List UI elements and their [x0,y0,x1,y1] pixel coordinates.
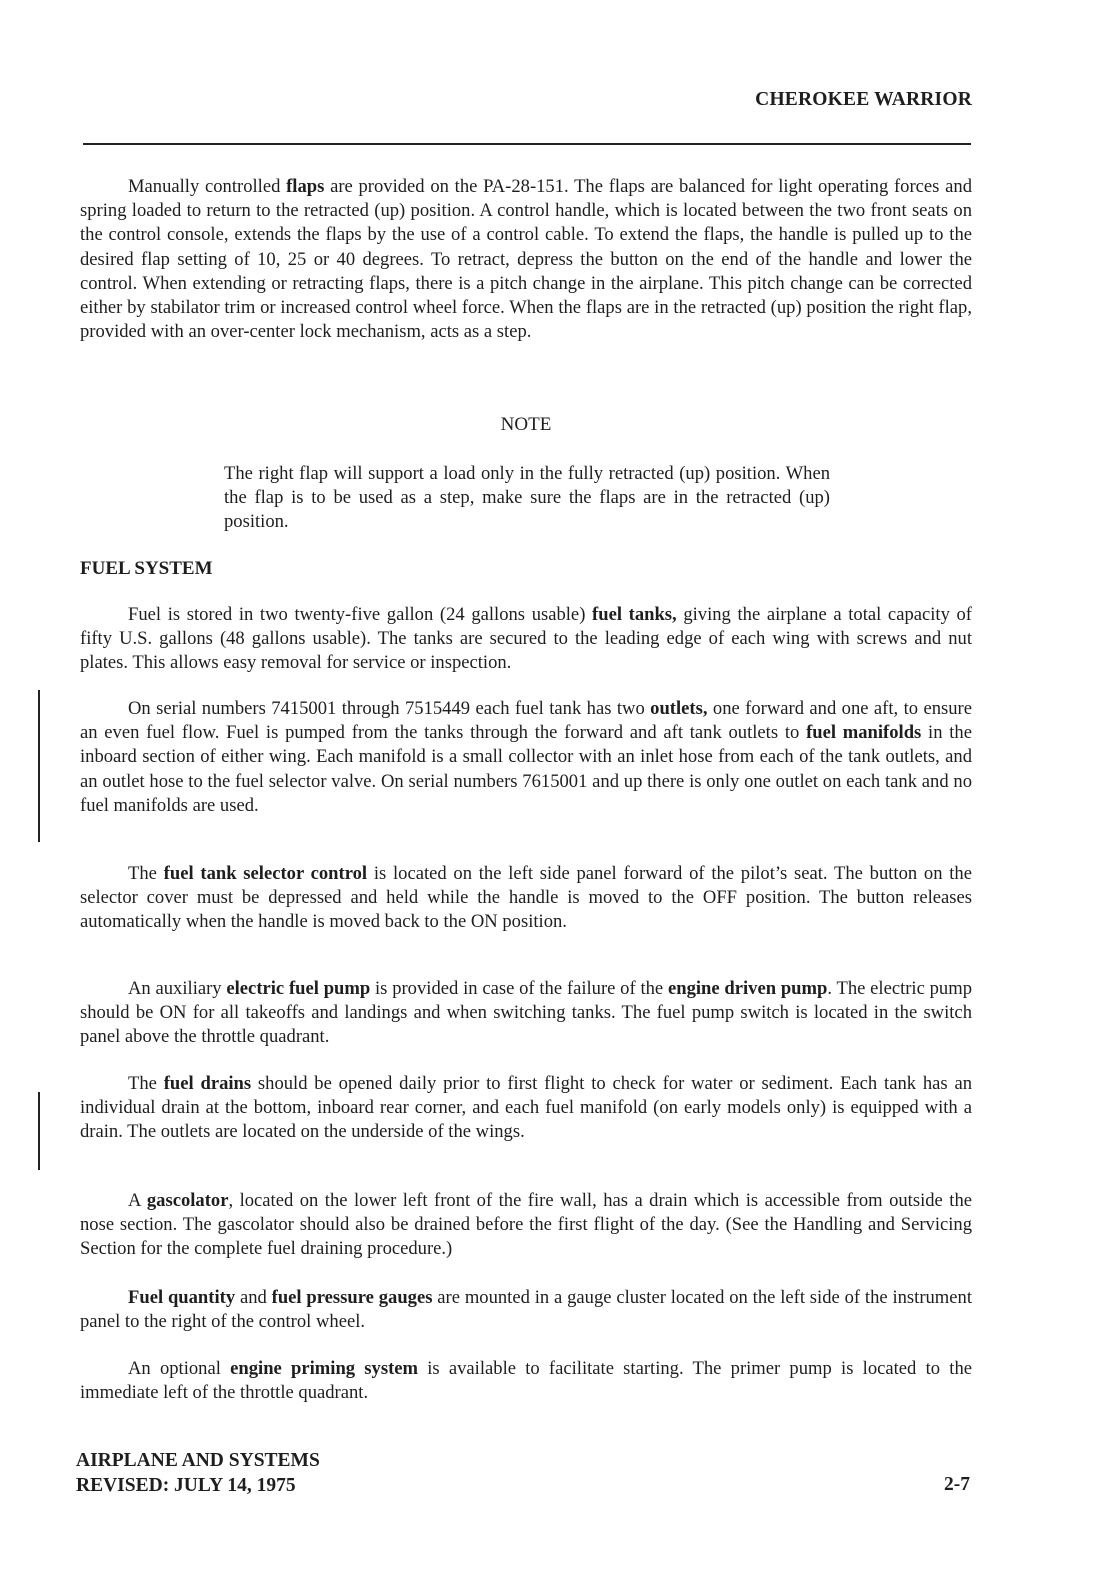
note-heading: NOTE [500,414,552,435]
text-run: are provided on the PA-28-151. The flaps are balanced for light operating forces and spring loaded to return to the retracted (up) position. A control handle, which is located between the two front seats on the control console, extends the flaps by the use of a control cable. To extend the flaps, the handle is pulled up to the desired flap setting of 10, 25 or 40 degrees. To retract, depress the button on the end of the handle and lower the control. When extending or retracting flaps, there is a pitch change in the airplane. This pitch change can be corrected either by stabilator trim or increased control wheel force. When the flaps are in the retracted (up) position the right flap, provided with an over-center lock mechanism, acts as a step. [80,176,972,343]
paragraph-selector-control [80,862,972,935]
footer-section-title: AIRPLANE AND SYSTEMS [76,1450,320,1471]
text-run: is available to facilitate starting. The primer pump is located to the immediate left of the throttle quadrant. [80,1358,972,1404]
paragraph-priming-system [80,1357,972,1405]
text-run: one forward and one aft, to ensure an even fuel flow. Fuel is pumped from the tanks through the forward and aft tank outlets to [80,698,972,744]
running-header-title: CHEROKEE WARRIOR [755,89,972,110]
text-run: is provided in case of the failure of the [370,978,668,999]
text-run: . The electric pump should be ON for all takeoffs and landings and when switching tanks. The fuel pump switch is located in the switch panel above the throttle quadrant. [80,978,972,1048]
bold-term: outlets, [650,698,708,719]
change-bar [38,1092,40,1170]
text-run: An auxiliary [128,978,227,999]
section-heading-fuel-system: FUEL SYSTEM [80,558,213,579]
bold-term: engine priming system [230,1358,419,1379]
paragraph-gascolator [80,1189,972,1262]
bold-term: electric fuel pump [226,978,371,999]
bold-term: fuel tank selector control [163,863,368,884]
text-run: The [128,1073,164,1094]
footer-section-info [76,1448,320,1498]
paragraph-electric-fuel-pump [80,977,972,1050]
text-run: should be opened daily prior to first flight to check for water or sediment. Each tank has an individual drain at the bottom, inboard rear corner, and each fuel manifold (on early models only) is equipped with a drain. The outlets are located on the underside of the wings. [80,1073,972,1143]
paragraph-fuel-drains [80,1072,972,1145]
bold-term: fuel pressure gauges [271,1287,433,1308]
bold-term: flaps [286,176,325,197]
header-rule [83,143,971,145]
bold-term: gascolator [146,1190,229,1211]
text-run: are mounted in a gauge cluster located on the left side of the instrument panel to the right of the control wheel. [80,1287,972,1333]
text-run: Fuel is stored in two twenty-five gallon (24 gallons usable) [128,604,593,625]
text-run: An optional [128,1358,231,1379]
text-run: A [128,1190,147,1211]
change-bar [38,690,40,842]
text-run: On serial numbers 7415001 through 7515449 each fuel tank has two [128,698,651,719]
text-run: and [235,1287,272,1308]
paragraph-fuel-tanks [80,603,972,676]
footer-revision-date: REVISED: JULY 14, 1975 [76,1475,296,1496]
text-run: , located on the lower left front of the fire wall, has a drain which is accessible from outside the nose section. The gascolator should also be drained before the first flight of the day. (See the Handling and Servicing Section for the complete fuel draining procedure.) [80,1190,972,1260]
text-run: The [128,863,164,884]
bold-term: fuel drains [163,1073,252,1094]
note-body: The right flap will support a load only in the fully retracted (up) position. When the flap is to be used as a step, make sure the flaps are in the retracted (up) position. [224,463,830,533]
bold-term: fuel manifolds [806,722,922,744]
text-run: in the inboard section of either wing. Each manifold is a small collector with an inlet hose from each of the tank outlets, and an outlet hose to the fuel selector valve. On serial numbers 7615001 and up there is only one outlet on each tank and no fuel manifolds are used. [80,722,972,816]
text-run: Manually controlled [128,176,287,197]
bold-term: fuel tanks, [592,604,677,625]
page-number: 2-7 [944,1474,970,1495]
text-run: giving the airplane a total capacity of fifty U.S. gallons (48 gallons usable). The tanks are secured to the leading edge of each wing with screws and nut plates. This allows easy removal for service or inspection. [80,604,973,674]
bold-term: Fuel quantity [128,1287,236,1308]
paragraph-gauges [80,1286,972,1334]
paragraph-flaps [80,175,972,344]
paragraph-outlets-manifolds [80,697,972,818]
bold-term: engine driven pump [667,978,828,999]
text-run: is located on the left side panel forward of the pilot’s seat. The button on the selector cover must be depressed and held while the handle is moved to the OFF position. The button releases automatically when the handle is moved back to the ON position. [80,863,972,933]
